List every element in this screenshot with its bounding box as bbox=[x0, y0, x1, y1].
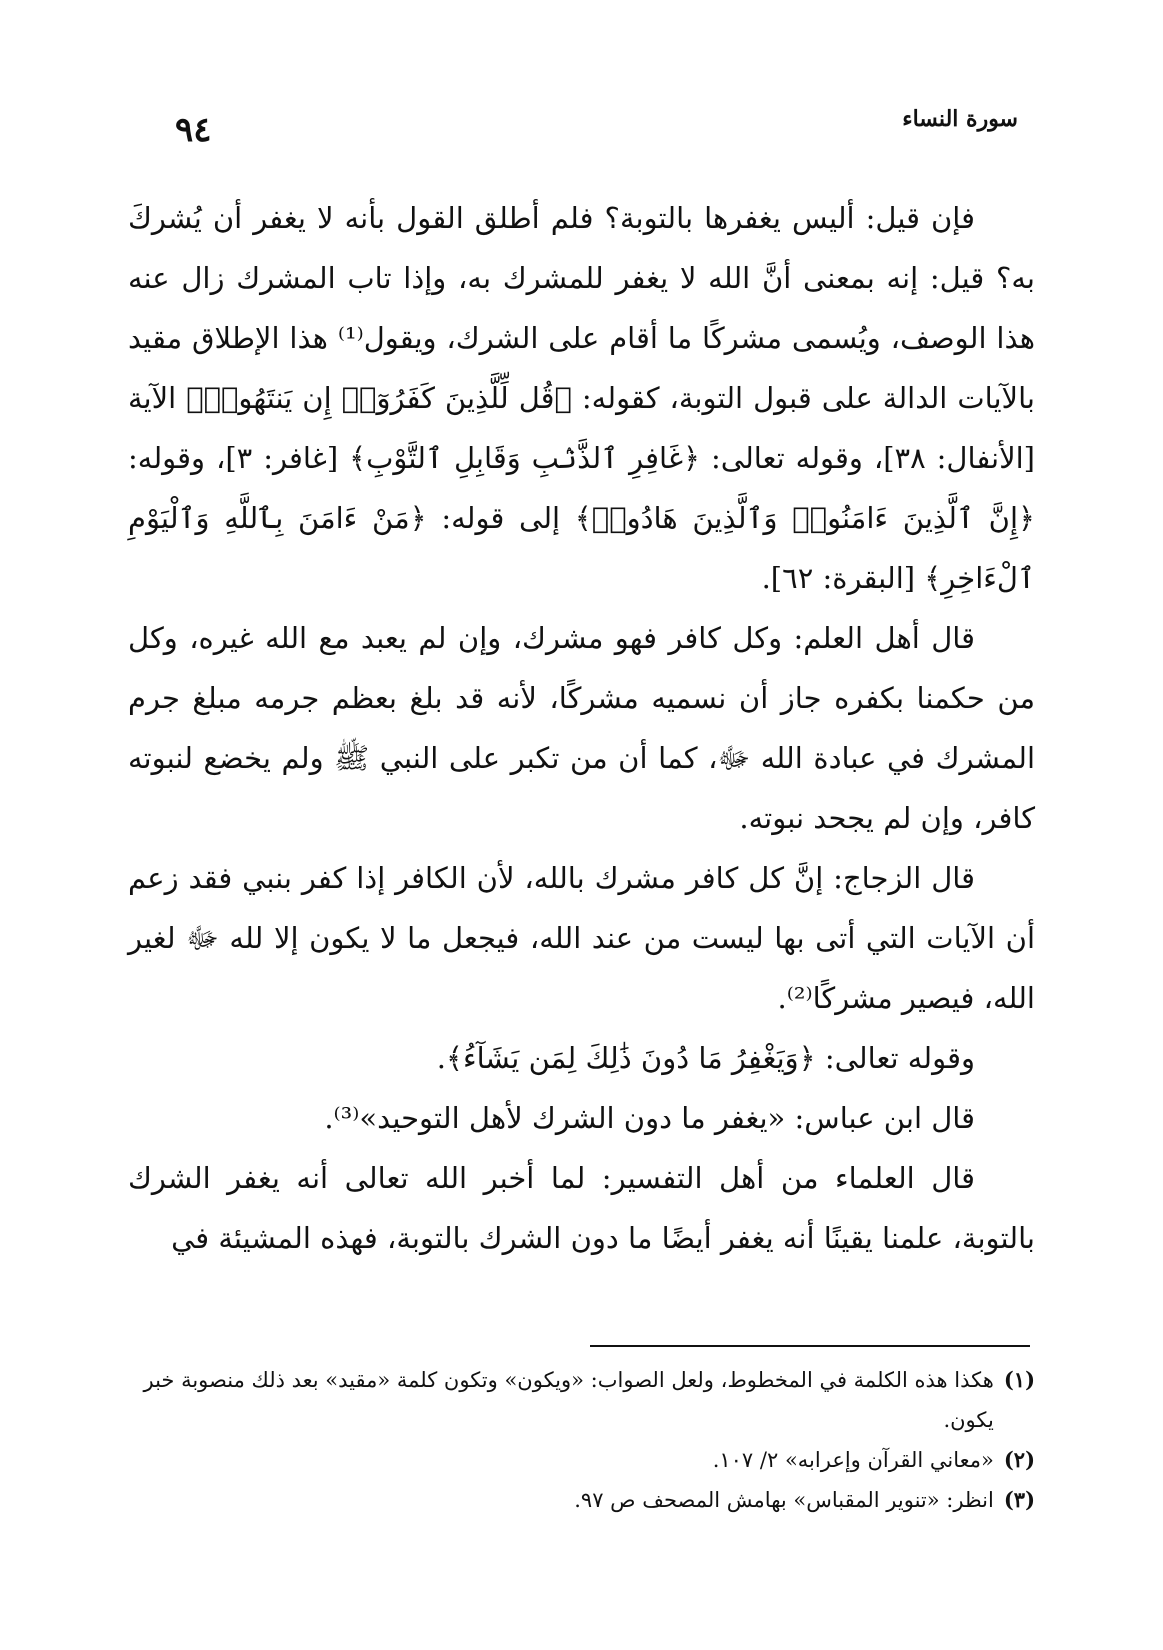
running-title: سورة النساء bbox=[902, 106, 1018, 132]
paragraph: قال العلماء من أهل التفسير: لما أخبر الله تعالى أنه يغفر الشرك بالتوبة، علمنا يقينًا أنه يغفر أيضًا ما دون الشرك بالتوبة، فهذه المشيئة في bbox=[128, 1161, 1035, 1255]
paragraph: قال أهل العلم: وكل كافر فهو مشرك، وإن لم يعبد مع الله غيره، وكل من حكمنا بكفره جاز أن نسميه مشركًا، لأنه قد بلغ بعظم جرمه مبلغ جرم المشرك في عبادة الله ﷻ، كما أن من تكبر على النبي ﷺ ولم يخضع لنبوته كافر، وإن لم يجحد نبوته. bbox=[128, 621, 1035, 835]
footnotes bbox=[128, 1360, 1035, 1520]
paragraph: فإن قيل: أليس يغفرها بالتوبة؟ فلم أطلق القول بأنه لا يغفر أن يُشركَ به؟ قيل: إنه بمعنى أنَّ الله لا يغفر للمشرك به، وإذا تاب المشرك زال عنه هذا الوصف، ويُسمى مشركًا ما أقام على الشرك، ويقول⁽¹⁾ هذا الإطلاق مقيد بالآيات الدالة على قبول التوبة، كقوله: ﴿قُل لِّلَّذِينَ كَفَرُوٓا۟ إِن يَنتَهُوا۟﴾ الآية [الأنفال: ٣٨]، وقوله تعالى: ﴿غَافِرِ ٱلذَّنۢبِ وَقَابِلِ ٱلتَّوْبِ﴾ [غافر: ٣]، وقوله: ﴿إِنَّ ٱلَّذِينَ ءَامَنُوا۟ وَٱلَّذِينَ هَادُوا۟﴾ إلى قوله: ﴿مَنْ ءَامَنَ بِٱللَّهِ وَٱلْيَوْمِ ٱلْءَاخِرِ﴾ [البقرة: ٦٢]. bbox=[128, 201, 1035, 595]
footnote-text: هكذا هذه الكلمة في المخطوط، ولعل الصواب: «ويكون» وتكون كلمة «مقيد» بعد ذلك منصوبة خبر يكون. bbox=[143, 1368, 994, 1432]
page-number: ٩٤ bbox=[175, 110, 212, 150]
main-text bbox=[128, 188, 1035, 1268]
footnote-number: (٣) bbox=[1003, 1487, 1035, 1512]
footnote-text: «معاني القرآن وإعرابه» ٢/ ١٠٧. bbox=[712, 1448, 994, 1472]
footnote-text: انظر: «تنوير المقباس» بهامش المصحف ص ٩٧. bbox=[574, 1488, 994, 1512]
paragraph: قال الزجاج: إنَّ كل كافر مشرك بالله، لأن الكافر إذا كفر بنبي فقد زعم أن الآيات التي أتى بها ليست من عند الله، فيجعل ما لا يكون إلا لله ﷻ لغير الله، فيصير مشركًا⁽²⁾. bbox=[128, 861, 1035, 1015]
footnote-number: (٢) bbox=[1003, 1447, 1035, 1472]
footnote bbox=[128, 1480, 1035, 1520]
paragraph: وقوله تعالى: ﴿وَيَغْفِرُ مَا دُونَ ذَٰلِكَ لِمَن يَشَآءُ﴾. bbox=[436, 1041, 975, 1075]
paragraph: قال ابن عباس: «يغفر ما دون الشرك لأهل التوحيد»⁽³⁾. bbox=[324, 1101, 975, 1135]
page-header bbox=[120, 100, 1043, 160]
footnote bbox=[128, 1360, 1035, 1440]
footnote-number: (١) bbox=[1003, 1367, 1035, 1392]
footnote bbox=[128, 1440, 1035, 1480]
footnote-divider bbox=[590, 1345, 1030, 1347]
